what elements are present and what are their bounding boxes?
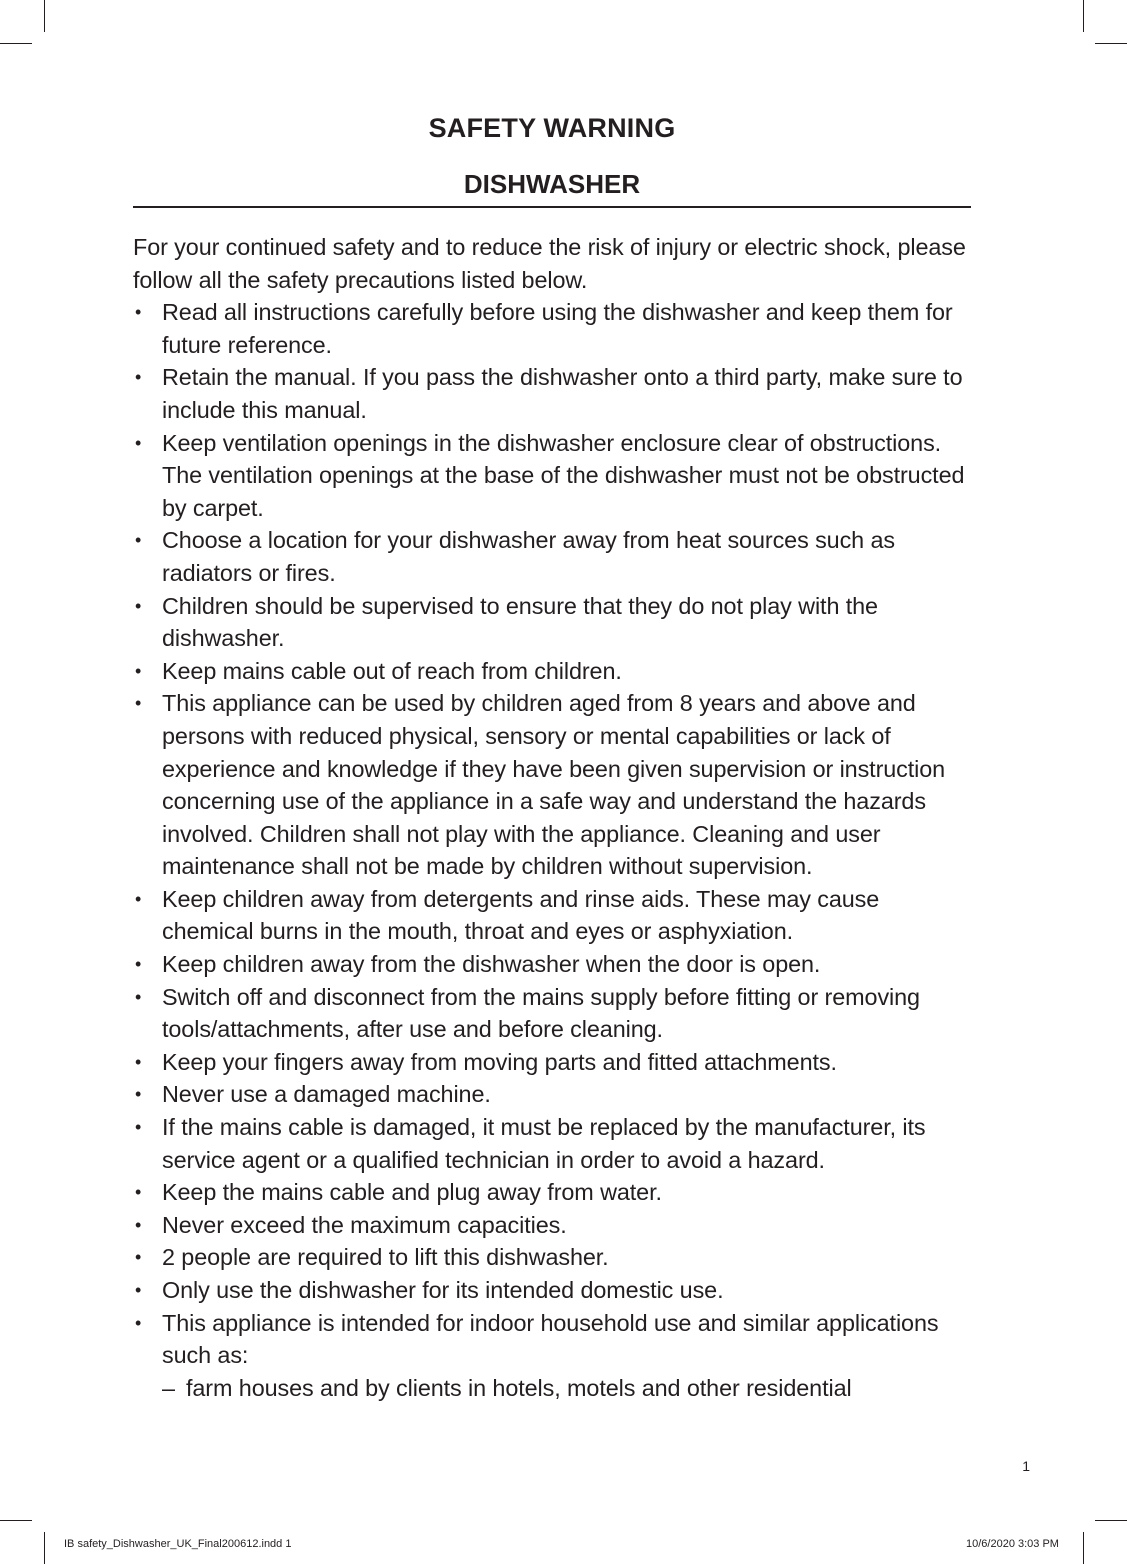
list-item: • Retain the manual. If you pass the dishwasher onto a third party, make sure to include this manual. — [133, 361, 971, 426]
page-subtitle: DISHWASHER — [463, 169, 641, 199]
print-slug-date: 10/6/2020 3:03 PM — [966, 1538, 1059, 1550]
list-item: • Keep ventilation openings in the dishwasher enclosure clear of obstructions. The ventilation openings at the base of the dishwasher must not be obstructed by carpet. — [133, 427, 971, 525]
crop-mark — [44, 0, 45, 32]
crop-mark — [1095, 43, 1127, 44]
list-item: • 2 people are required to lift this dishwasher. — [133, 1241, 971, 1274]
sub-list-item-text: farm houses and by clients in hotels, motels and other residential — [186, 1374, 852, 1401]
crop-mark — [1083, 0, 1084, 32]
list-item: • Keep children away from detergents and rinse aids. These may cause chemical burns in the mouth, throat and eyes or asphyxiation. — [133, 883, 971, 948]
safety-list — [133, 296, 971, 1404]
dash-marker: – — [162, 1374, 175, 1401]
list-item-text: This appliance is intended for indoor household use and similar applications such as: — [162, 1309, 939, 1369]
page-title: SAFETY WARNING — [428, 113, 676, 143]
page-number: 1 — [1022, 1458, 1030, 1474]
list-item — [133, 1307, 971, 1405]
list-item: • Never use a damaged machine. — [133, 1078, 971, 1111]
crop-mark — [0, 43, 32, 44]
crop-mark — [44, 1532, 45, 1564]
list-item: • Children should be supervised to ensure that they do not play with the dishwasher. — [133, 590, 971, 655]
intro-paragraph: For your continued safety and to reduce the risk of injury or electric shock, please follow all the safety precautions listed below. — [133, 234, 966, 293]
crop-mark — [1083, 1532, 1084, 1564]
list-item: • Switch off and disconnect from the mains supply before fitting or removing tools/attachments, after use and before cleaning. — [133, 981, 971, 1046]
crop-mark — [1095, 1520, 1127, 1521]
list-item: • Choose a location for your dishwasher away from heat sources such as radiators or fires. — [133, 524, 971, 589]
title-divider — [133, 206, 971, 208]
list-item: • Never exceed the maximum capacities. — [133, 1209, 971, 1242]
list-item: • Keep your fingers away from moving parts and fitted attachments. — [133, 1046, 971, 1079]
list-item: • Keep children away from the dishwasher when the door is open. — [133, 948, 971, 981]
list-item: • Keep mains cable out of reach from children. — [133, 655, 971, 688]
list-item: • If the mains cable is damaged, it must be replaced by the manufacturer, its service agent or a qualified technician in order to avoid a hazard. — [133, 1111, 971, 1176]
list-item: • Only use the dishwasher for its intended domestic use. — [133, 1274, 971, 1307]
safety-content — [133, 231, 971, 1404]
list-item: • This appliance can be used by children aged from 8 years and above and persons with reduced physical, sensory or mental capabilities or lack of experience and knowledge if they have been given supervision or instruction concerning use of the appliance in a safe way and understand the hazards involved. Children shall not play with the appliance. Cleaning and user maintenance shall not be made by children without supervision. — [133, 687, 971, 883]
list-item: • Read all instructions carefully before using the dishwasher and keep them for future reference. — [133, 296, 971, 361]
sub-list-item — [162, 1372, 971, 1405]
crop-mark — [0, 1520, 32, 1521]
print-slug-filename: IB safety_Dishwasher_UK_Final200612.indd 1 — [64, 1538, 292, 1550]
list-item: • Keep the mains cable and plug away from water. — [133, 1176, 971, 1209]
